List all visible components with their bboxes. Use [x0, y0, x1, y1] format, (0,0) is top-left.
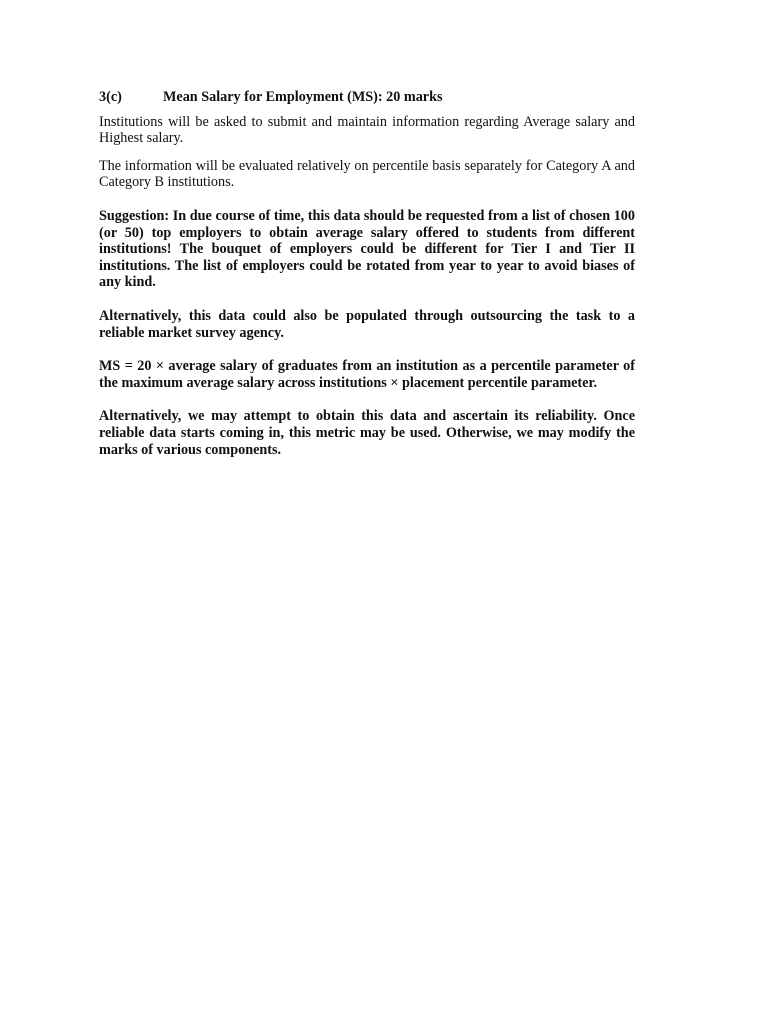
section-heading — [99, 89, 635, 106]
paragraph-submission: Institutions will be asked to submit and maintain information regarding Average salary and Highest salary. — [99, 113, 635, 147]
paragraph-reliability: Alternatively, we may attempt to obtain this data and ascertain its reliability. Once reliable data starts coming in, this metric may be used. Otherwise, we may modify the marks of various components. — [99, 408, 635, 458]
section-title: Mean Salary for Employment (MS): 20 marks — [163, 89, 443, 105]
paragraph-outsourcing: Alternatively, this data could also be populated through outsourcing the task to a reliable market survey agency. — [99, 307, 635, 341]
paragraph-suggestion: Suggestion: In due course of time, this data should be requested from a list of chosen 100 (or 50) top employers to obtain average salary offered to students from different institutions! The bouquet of employers could be different for Tier I and Tier II institutions. The list of employers could be rotated from year to year to avoid biases of any kind. — [99, 207, 635, 291]
section-number: 3(c) — [99, 89, 122, 105]
paragraph-formula: MS = 20 × average salary of graduates from an institution as a percentile parameter of the maximum average salary across institutions × placement percentile parameter. — [99, 358, 635, 391]
document-page — [99, 89, 635, 458]
paragraph-evaluation: The information will be evaluated relatively on percentile basis separately for Category A and Category B institutions. — [99, 157, 635, 191]
